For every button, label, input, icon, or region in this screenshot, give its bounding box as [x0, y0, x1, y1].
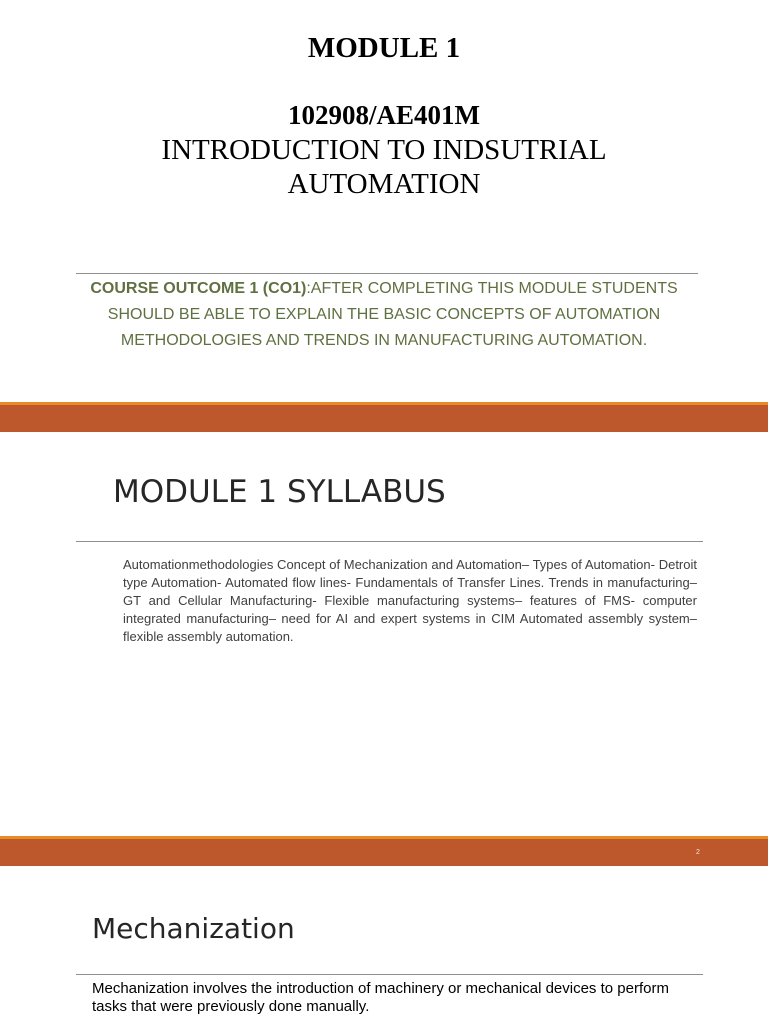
- course-outcome-text: :AFTER COMPLETING THIS MODULE STUDENTS SHOULD BE ABLE TO EXPLAIN THE BASIC CONCEPTS OF AUTOMATION METHODOLOGIES AND TRENDS IN MANUFACTURING AUTOMATION.: [107, 280, 678, 349]
- slide-footer-bar: [0, 836, 768, 866]
- mechanization-body: Mechanization involves the introduction of machinery or mechanical devices to perform tasks that were previously done manually.: [92, 980, 669, 1015]
- syllabus-body: Automationmethodologies Concept of Mechanization and Automation– Types of Automation- Detroit type Automation- Automated flow lines- Fundamentals of Transfer Lines. Trends in manufacturing– GT and Cellular Manufacturing- Flexible manufacturing systems– features of FMS- computer integrated manufacturing– need for AI and expert systems in CIM Automated assembly system– flexible assembly automation.: [123, 557, 697, 644]
- course-outcome-label: COURSE OUTCOME 1 (CO1): [90, 280, 307, 297]
- page-number: 2: [696, 849, 700, 856]
- module-title: MODULE 1: [307, 32, 461, 64]
- divider: [76, 974, 703, 975]
- slide-3: [0, 866, 768, 1024]
- course-name: INTRODUCTION TO INDSUTRIAL AUTOMATION: [161, 134, 607, 200]
- divider: [76, 541, 703, 542]
- slide-footer-bar: [0, 402, 768, 432]
- mechanization-title: Mechanization: [92, 912, 295, 945]
- divider: [76, 273, 698, 274]
- slide-1: [0, 0, 768, 402]
- course-code: 102908/AE401M: [288, 100, 480, 130]
- course-outcome: [90, 276, 678, 354]
- slide-2: [0, 432, 768, 836]
- syllabus-title: MODULE 1 SYLLABUS: [113, 474, 446, 510]
